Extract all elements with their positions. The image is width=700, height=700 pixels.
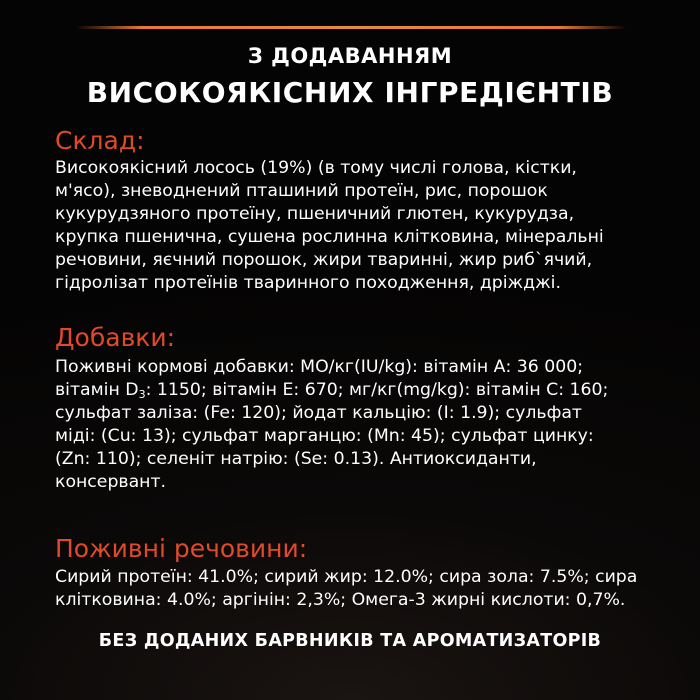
composition-line: кукурудзяного протеїну, пшеничний глютен, кукурудза,: [55, 204, 575, 224]
additives-vitamin-d-subscript: 3: [138, 388, 146, 401]
headline-small: З ДОДАВАННЯМ: [247, 44, 453, 68]
composition-text: [55, 157, 675, 295]
nutrients-title: Поживні речовини:: [55, 534, 308, 563]
additives-line: [55, 379, 675, 402]
additives-line: сульфат заліза: (Fe: 120); йодат кальцію: (I: 1.9); сульфат: [55, 403, 583, 423]
additives-title: Добавки:: [55, 323, 176, 352]
headline-big: ВИСОКОЯКІСНИХ ІНГРЕДІЄНТІВ: [86, 76, 614, 109]
composition-line: гідролізат протеїнів тваринного походження, дріжджі.: [55, 273, 561, 293]
additives-line: (Zn: 110); селеніт натрію: (Se: 0.13). Антиоксиданти,: [55, 449, 537, 469]
nutrients-text: [55, 566, 675, 612]
composition-line: м'ясо), зневоднений пташиний протеїн, рис, порошок: [55, 181, 548, 201]
composition-line: крупка пшенична, сушена рослинна клітковина, мінеральні: [55, 227, 604, 247]
nutrients-line: клітковина: 4.0%; аргінін: 2,3%; Омега-3 жирні кислоти: 0,7%.: [55, 590, 626, 610]
additives-vitamin-d-label: вітамін D: [55, 380, 139, 400]
composition-line: речовини, яєчний порошок, жири тваринні, жир риб`ячий,: [55, 250, 593, 270]
composition-title: Склад:: [55, 126, 145, 155]
additives-vitamin-d-rest: : 1150; вітамін Е: 670; мг/кг(mg/kg): вітамін С: 160;: [145, 380, 609, 400]
nutrients-line: Сирий протеїн: 41.0%; сирий жир: 12.0%; сира зола: 7.5%; сира: [55, 567, 638, 587]
additives-line: міді: (Cu: 13); сульфат марганцю: (Mn: 45); сульфат цинку:: [55, 426, 594, 446]
additives-text: [55, 356, 675, 494]
additives-line: Поживні кормові добавки: МО/кг(IU/kg): вітамін А: 36 000;: [55, 357, 584, 377]
additives-line: консервант.: [55, 472, 167, 492]
top-accent-rule: [76, 26, 626, 29]
footer-statement: БЕЗ ДОДАНИХ БАРВНИКІВ ТА АРОМАТИЗАТОРІВ: [98, 631, 602, 651]
composition-line: Високоякісний лосось (19%) (в тому числі голова, кістки,: [55, 158, 577, 178]
